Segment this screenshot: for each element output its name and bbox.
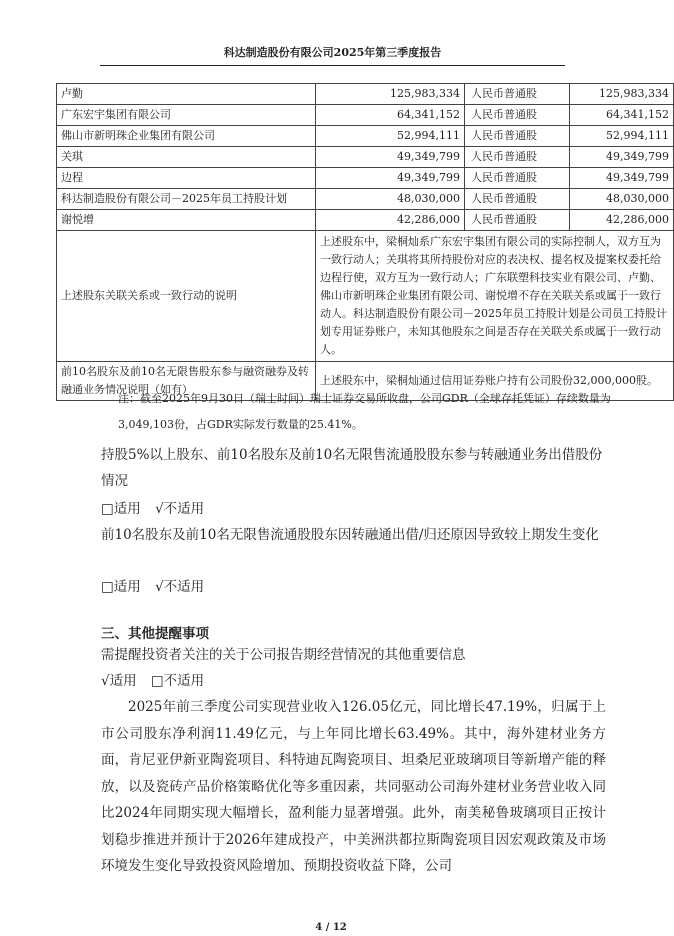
share-type: 人民币普通股 (465, 84, 570, 105)
share-type: 人民币普通股 (465, 105, 570, 126)
shareholder-table (56, 83, 674, 401)
sec3-option-not-applicable: □不适用 (150, 673, 205, 689)
table-row (57, 168, 674, 189)
related-party-row (57, 231, 674, 362)
sec2-text: 前10名股东及前10名无限售流通股股东因转融通出借/归还原因导致较上期发生变化 (101, 527, 599, 543)
shareholder-name: 卢勤 (57, 84, 316, 105)
table-row (57, 147, 674, 168)
gdr-note: 注：截至2025年9月30日（瑞士时间）瑞士证券交易所收盘，公司GDR（全球存托凭证）存续数量为3,049,103份，占GDR实际发行数量的25.41%。 (118, 392, 611, 431)
share-type: 人民币普通股 (465, 210, 570, 231)
margin-trading-label: 前10名股东及前10名无限售股东参与融资融券及转融通业务情况说明（如有） (57, 362, 316, 401)
sec3-options (101, 668, 606, 694)
sec3-option-applicable: √适用 (101, 673, 137, 689)
share-count: 49,349,799 (316, 147, 465, 168)
table-row (57, 105, 674, 126)
performance-paragraph: 2025年前三季度公司实现营业收入126.05亿元，同比增长47.19%，归属于上市公司股东净利润11.49亿元，与上年同比增长63.49%。其中，海外建材业务方面，肯尼亚伊新亚陶瓷项目、科特迪瓦陶瓷项目、坦桑尼亚玻璃项目等新增产能的释放，以及瓷砖产品价格策略优化等多重因素，共同驱动公司海外建材业务营业收入同比2024年同期实现大幅增长，盈利能力显著增强。此外，南美秘鲁玻璃项目正按计划稳步推进并预计于2026年建成投产，中美洲洪都拉斯陶瓷项目因宏观政策及市场环境发生变化导致投资风险增加、预期投资收益下降，公司 (101, 699, 606, 874)
sec1-option-not-applicable: √不适用 (155, 501, 205, 517)
shareholder-name: 边程 (57, 168, 316, 189)
related-party-label: 上述股东关联关系或一致行动的说明 (57, 231, 316, 362)
table-row (57, 126, 674, 147)
type-count: 52,994,111 (570, 126, 674, 147)
sec2-option-not-applicable: √不适用 (155, 579, 205, 595)
sec2-options (101, 574, 606, 600)
share-type: 人民币普通股 (465, 168, 570, 189)
type-count: 49,349,799 (570, 168, 674, 189)
margin-trading-text: 上述股东中，梁桐灿通过信用证券账户持有公司股份32,000,000股。 (316, 362, 674, 401)
share-count: 125,983,334 (316, 84, 465, 105)
shareholder-name: 佛山市新明珠企业集团有限公司 (57, 126, 316, 147)
sec1-text: 持股5%以上股东、前10名股东及前10名无限售流通股股东参与转融通业务出借股份情况 (101, 447, 603, 489)
type-count: 42,286,000 (570, 210, 674, 231)
shareholder-name: 科达制造股份有限公司－2025年员工持股计划 (57, 189, 316, 210)
table-row (57, 210, 674, 231)
sec1-options (101, 496, 606, 522)
type-count: 64,341,152 (570, 105, 674, 126)
sec2-option-applicable: □适用 (101, 579, 141, 595)
page-header: 科达制造股份有限公司2025年第三季度报告 (100, 44, 565, 66)
shareholder-name: 关琪 (57, 147, 316, 168)
share-type: 人民币普通股 (465, 147, 570, 168)
section-heading: 三、其他提醒事项 (101, 626, 209, 642)
type-count: 48,030,000 (570, 189, 674, 210)
page-number: 4 / 12 (315, 922, 347, 933)
sec3-subtitle: 需提醒投资者关注的关于公司报告期经营情况的其他重要信息 (101, 647, 466, 663)
shareholder-name: 广东宏宇集团有限公司 (57, 105, 316, 126)
shareholder-name: 谢悦增 (57, 210, 316, 231)
sec1-option-applicable: □适用 (101, 501, 141, 517)
related-party-text: 上述股东中，梁桐灿系广东宏宇集团有限公司的实际控制人，双方互为一致行动人；关琪将其所持股份对应的表决权、提名权及提案权委托给边程行使，双方互为一致行动人；广东联塑科技实业有限公司、卢勤、佛山市新明珠企业集团有限公司、谢悦增不存在关联关系或属于一致行动人。科达制造股份有限公司－2025年员工持股计划是公司员工持股计划专用证券账户，未知其他股东之间是否存在关联关系或属于一致行动人。 (316, 231, 674, 362)
share-type: 人民币普通股 (465, 126, 570, 147)
type-count: 125,983,334 (570, 84, 674, 105)
table-row (57, 189, 674, 210)
table-row (57, 84, 674, 105)
share-count: 42,286,000 (316, 210, 465, 231)
share-count: 64,341,152 (316, 105, 465, 126)
share-type: 人民币普通股 (465, 189, 570, 210)
share-count: 52,994,111 (316, 126, 465, 147)
share-count: 49,349,799 (316, 168, 465, 189)
share-count: 48,030,000 (316, 189, 465, 210)
type-count: 49,349,799 (570, 147, 674, 168)
